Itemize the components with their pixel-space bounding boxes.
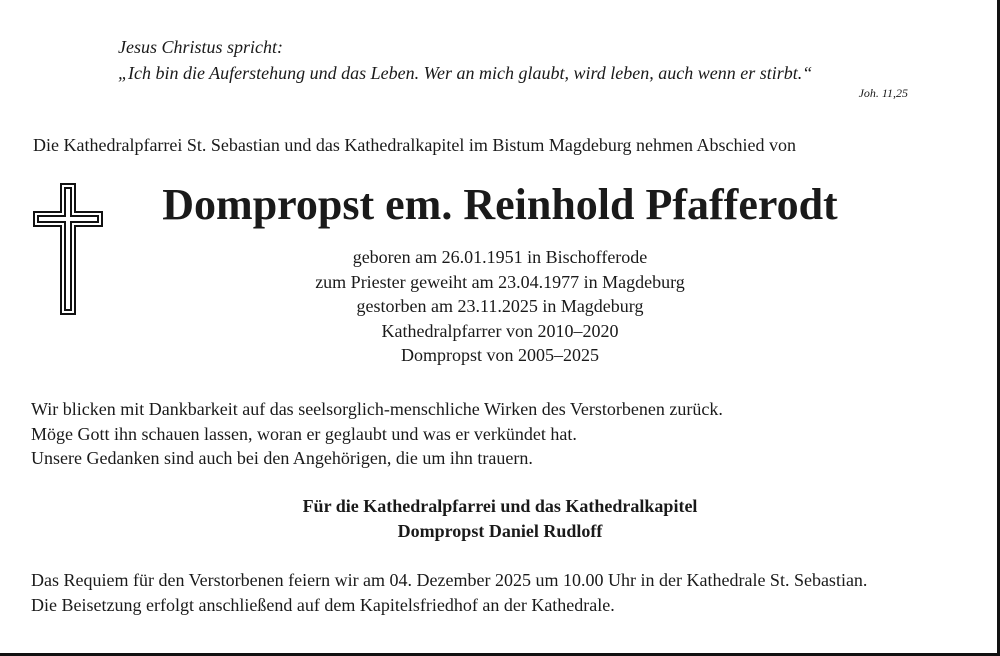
bible-quote: [118, 34, 908, 100]
quote-intro: Jesus Christus spricht:: [118, 37, 284, 57]
biography: [0, 245, 1000, 368]
bio-cathedral-pastor: Kathedralpfarrer von 2010–2020: [381, 320, 619, 341]
deceased-name: Dompropst em. Reinhold Pfafferodt: [162, 180, 838, 229]
message-line: Wir blicken mit Dankbarkeit auf das seelsorglich-menschliche Wirken des Verstorbenen zurück.: [31, 399, 723, 419]
bio-death: gestorben am 23.11.2025 in Magdeburg: [356, 296, 644, 316]
signature-block: [0, 494, 1000, 543]
message-line: Unsere Gedanken sind auch bei den Angehörigen, die um ihn trauern.: [31, 448, 533, 468]
requiem-info: [31, 568, 867, 617]
farewell-intro: Die Kathedralpfarrei St. Sebastian und das Kathedralkapitel im Bistum Magdeburg nehmen Abschied von: [33, 135, 796, 155]
burial-line: Die Beisetzung erfolgt anschließend auf dem Kapitelsfriedhof an der Kathedrale.: [31, 594, 615, 615]
bio-ordination: zum Priester geweiht am 23.04.1977 in Magdeburg: [315, 271, 685, 292]
requiem-line: Das Requiem für den Verstorbenen feiern wir am 04. Dezember 2025 um 10.00 Uhr in der Kathedrale St. Sebastian.: [31, 570, 868, 590]
signature-person: Dompropst Daniel Rudloff: [397, 520, 603, 541]
bio-birth: geboren am 26.01.1951 in Bischofferode: [352, 247, 648, 267]
condolence-message: [31, 397, 723, 471]
bio-provost: Dompropst von 2005–2025: [401, 345, 599, 365]
signature-organisation: Für die Kathedralpfarrei und das Kathedralkapitel: [302, 496, 698, 516]
quote-text: „Ich bin die Auferstehung und das Leben. Wer an mich glaubt, wird leben, auch wenn er stirbt.“: [118, 63, 813, 83]
message-line: Möge Gott ihn schauen lassen, woran er geglaubt und was er verkündet hat.: [31, 423, 577, 444]
quote-reference: Joh. 11,25: [858, 86, 908, 100]
